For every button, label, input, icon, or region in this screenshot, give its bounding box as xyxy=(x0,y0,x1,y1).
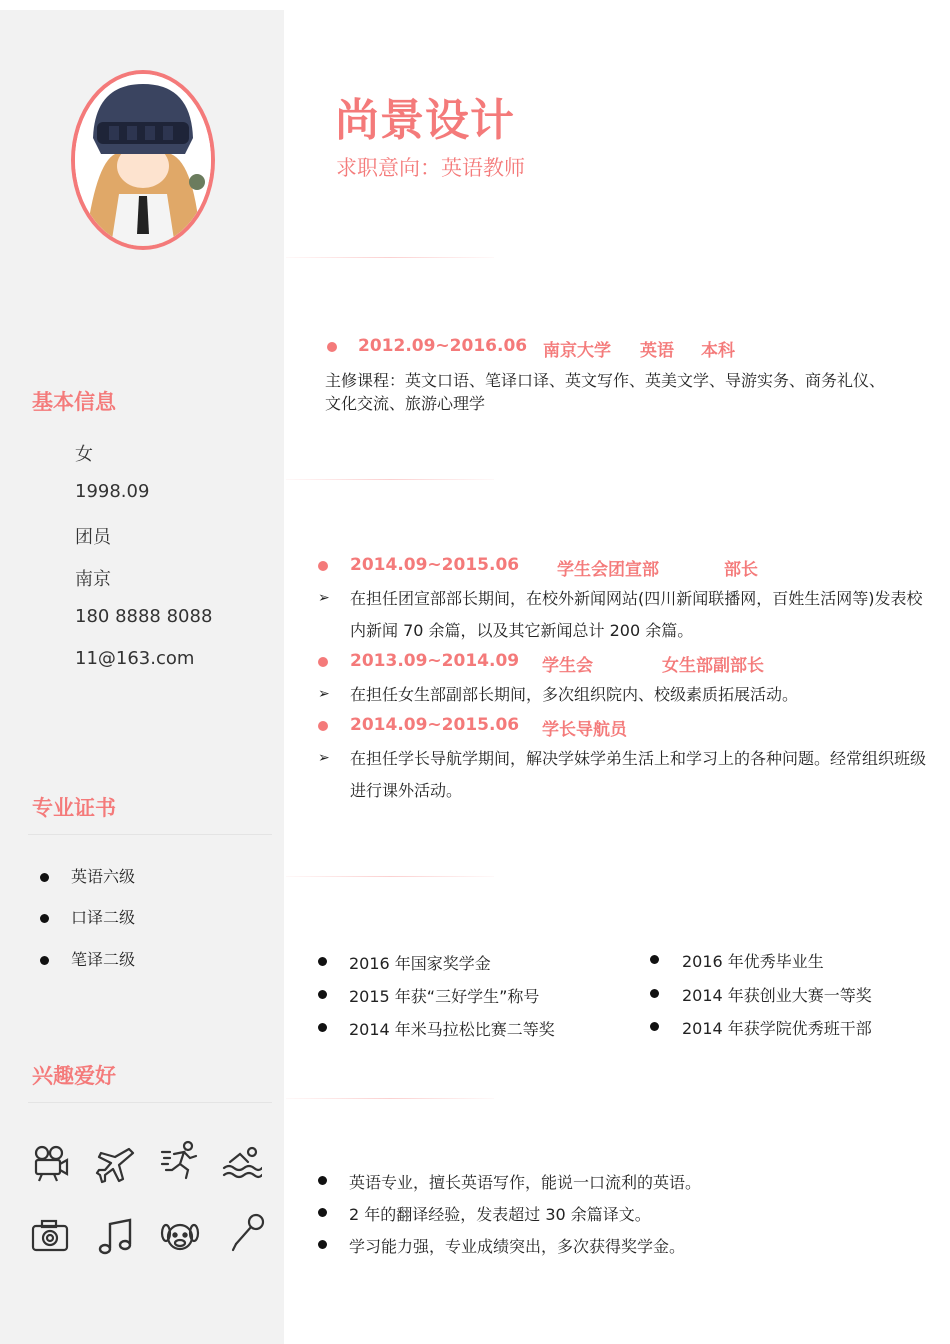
experience-role: 女生部副部长 xyxy=(662,656,764,676)
education-courses: 主修课程：英文口语、笔译口译、英文写作、英美文学、导游实务、商务礼仪、 xyxy=(325,371,886,390)
experience-org: 学生会 xyxy=(542,656,593,676)
experience-role: 部长 xyxy=(724,560,758,580)
photo-camera-icon xyxy=(30,1216,70,1256)
certificate-label: 英语六级 xyxy=(71,867,136,886)
evaluation-item: 2 年的翻译经验，发表超过 30 余篇译文。 xyxy=(349,1205,651,1224)
award-item: 2016 年国家奖学金 xyxy=(349,954,491,973)
experience-period: 2013.09~2014.09 xyxy=(350,651,520,671)
music-note-icon xyxy=(96,1218,136,1258)
swimming-icon xyxy=(222,1142,262,1182)
microphone-icon xyxy=(228,1212,268,1252)
birth-value: 1998.09 xyxy=(75,481,150,502)
bullet-icon xyxy=(40,873,49,882)
bullet-icon xyxy=(318,990,327,999)
arrow-bullet-icon: ➢ xyxy=(318,750,330,766)
bullet-icon xyxy=(318,1176,327,1185)
bullet-icon xyxy=(318,721,328,731)
dog-icon xyxy=(160,1217,200,1257)
certificates-rule xyxy=(28,834,272,835)
education-courses-cont: 文化交流、旅游心理学 xyxy=(325,394,486,413)
experience-detail: 在担任团宣部部长期间，在校外新闻网站(四川新闻联播网，百姓生活网等)发表校内新闻 70 余篇，以及其它新闻总计 200 余篇。 xyxy=(350,589,923,640)
bullet-icon xyxy=(650,955,659,964)
gender-value: 女 xyxy=(75,444,93,465)
hobbies-title: 兴趣爱好 xyxy=(32,1064,116,1088)
city-value: 南京 xyxy=(75,569,111,590)
movie-camera-icon xyxy=(30,1143,70,1183)
award-item: 2015 年获“三好学生”称号 xyxy=(349,987,540,1006)
education-degree: 本科 xyxy=(701,341,735,361)
bullet-icon xyxy=(650,989,659,998)
certificate-label: 口译二级 xyxy=(71,908,136,927)
education-period: 2012.09~2016.06 xyxy=(358,336,528,356)
certificate-item xyxy=(40,947,135,970)
airplane-icon xyxy=(95,1145,135,1185)
section-divider xyxy=(286,876,494,877)
bullet-icon xyxy=(318,561,328,571)
experience-detail: 在担任女生部副部长期间，多次组织院内、校级素质拓展活动。 xyxy=(350,685,799,704)
bullet-icon xyxy=(318,657,328,667)
avatar-illustration xyxy=(75,74,211,246)
certificates-title: 专业证书 xyxy=(32,796,116,820)
avatar xyxy=(71,70,215,250)
award-item: 2016 年优秀毕业生 xyxy=(682,952,824,971)
evaluation-item: 英语专业，擅长英语写作，能说一口流利的英语。 xyxy=(349,1173,702,1192)
bullet-icon xyxy=(318,1240,327,1249)
section-divider xyxy=(286,1098,494,1099)
email-value: 11@163.com xyxy=(75,648,195,669)
award-item: 2014 年获学院优秀班干部 xyxy=(682,1019,872,1038)
bullet-icon xyxy=(327,342,337,352)
award-item: 2014 年获创业大赛一等奖 xyxy=(682,986,872,1005)
hobbies-rule xyxy=(28,1102,272,1103)
phone-value: 180 8888 8088 xyxy=(75,606,213,627)
basic-info-title: 基本信息 xyxy=(32,390,116,414)
experience-period: 2014.09~2015.06 xyxy=(350,715,520,735)
bullet-icon xyxy=(40,956,49,965)
page-title: 尚景设计 xyxy=(335,95,515,146)
experience-org: 学生会团宣部 xyxy=(557,560,659,580)
education-school: 南京大学 xyxy=(543,341,611,361)
section-divider xyxy=(286,257,494,258)
job-intention: 求职意向：英语教师 xyxy=(336,156,525,180)
political-status-value: 团员 xyxy=(75,527,111,548)
experience-org: 学长导航员 xyxy=(542,720,627,740)
bullet-icon xyxy=(40,914,49,923)
arrow-bullet-icon: ➢ xyxy=(318,590,330,606)
evaluation-item: 学习能力强，专业成绩突出，多次获得奖学金。 xyxy=(349,1237,686,1256)
certificate-label: 笔译二级 xyxy=(71,950,136,969)
education-major: 英语 xyxy=(640,341,674,361)
bullet-icon xyxy=(318,1208,327,1217)
bullet-icon xyxy=(318,1023,327,1032)
bullet-icon xyxy=(318,957,327,966)
bullet-icon xyxy=(650,1022,659,1031)
award-item: 2014 年米马拉松比赛二等奖 xyxy=(349,1020,555,1039)
certificate-item xyxy=(40,864,135,887)
section-divider xyxy=(286,479,494,480)
arrow-bullet-icon: ➢ xyxy=(318,686,330,702)
running-icon xyxy=(160,1140,200,1180)
experience-period: 2014.09~2015.06 xyxy=(350,555,520,575)
certificate-item xyxy=(40,905,135,928)
experience-detail: 在担任学长导航学期间，解决学妹学弟生活上和学习上的各种问题。经常组织班级进行课外活动。 xyxy=(350,749,927,800)
